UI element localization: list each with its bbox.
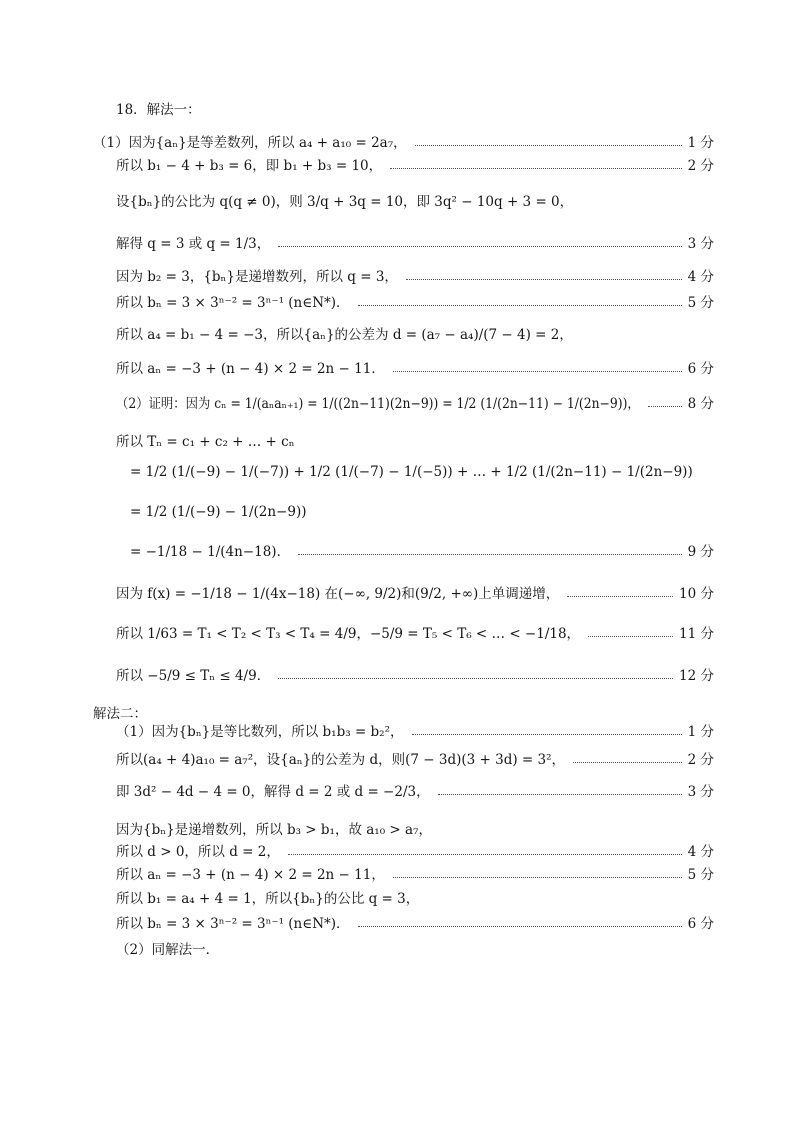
score-mark: 2 分 [687,752,714,768]
dot-leader [412,734,682,735]
dot-leader [298,554,682,555]
dot-leader [393,877,682,878]
step-text: 因为 f(x) = −1/18 − 1/(4x−18) 在(−∞, 9/2)和(9/2, +∞)上单调递增， [116,586,560,602]
step-text: 即 3d² − 4d − 4 = 0，解得 d = 2 或 d = −2/3， [116,784,430,800]
solution-step [0,323,794,347]
solution-step-with-score [0,582,794,606]
score-mark: 1 分 [687,724,714,740]
dot-leader [358,305,682,306]
solution-step-with-score [0,840,794,864]
score-mark: 12 分 [679,668,714,684]
dot-leader [278,246,681,247]
score-mark: 4 分 [687,269,714,285]
step-text: 因为 b₂ = 3，{bₙ}是递增数列，所以 q = 3， [116,269,398,285]
solution-step [0,430,794,454]
step-text: 所以(a₄ + 4)a₁₀ = a₇²，设{aₙ}的公差为 d，则(7 − 3d)(3 + 3d) = 3²， [116,752,566,768]
score-mark: 1 分 [687,135,714,151]
step-text: （2）同解法一． [116,942,220,958]
step-text: 所以 1/63 = T₁ < T₂ < T₃ < T₄ = 4/9，−5/9 = T₅ < T₆ < … < −1/18， [116,626,581,642]
score-mark: 3 分 [687,784,714,800]
solution-step-with-score [0,748,794,772]
solution-step [0,98,794,122]
step-text: 18．解法一： [116,102,201,118]
dot-leader [288,854,682,855]
score-mark: 9 分 [687,544,714,560]
step-text: 所以 aₙ = −3 + (n − 4) × 2 = 2n − 11． [116,361,385,377]
step-text: 所以 b₁ − 4 + b₃ = 6，即 b₁ + b₃ = 10， [116,158,383,174]
score-mark: 6 分 [687,361,714,377]
solution-step [0,818,794,842]
step-text: 所以 d > 0，所以 d = 2， [116,844,280,860]
solution-step-with-score [0,291,794,315]
score-mark: 5 分 [687,295,714,311]
solution-step [0,460,794,484]
solution-step-with-score [0,540,794,564]
dot-leader [390,168,681,169]
dot-leader [278,678,673,679]
score-mark: 8 分 [687,396,714,412]
solution-step-with-score [0,780,794,804]
solution-step-with-score [0,622,794,646]
dot-leader [358,926,682,927]
dot-leader [567,596,673,597]
score-mark: 3 分 [687,236,714,252]
step-text: 所以 b₁ = a₄ + 4 = 1，所以{bₙ}的公比 q = 3， [116,891,420,907]
solution-step-with-score [0,392,794,416]
score-mark: 4 分 [687,844,714,860]
step-text: 所以 Tₙ = c₁ + c₂ + … + cₙ [116,434,295,450]
step-text: = 1/2 (1/(−9) − 1/(−7)) + 1/2 (1/(−7) − 1/(−5)) + … + 1/2 (1/(2n−11) − 1/(2n−9)) [130,464,693,480]
dot-leader [406,279,682,280]
score-mark: 6 分 [687,916,714,932]
solution-step-with-score [0,232,794,256]
step-text: 所以 bₙ = 3 × 3ⁿ⁻² = 3ⁿ⁻¹ (n∈N*)． [116,916,350,932]
step-text: 所以 aₙ = −3 + (n − 4) × 2 = 2n − 11， [116,867,385,883]
step-text: 所以 −5/9 ≤ Tₙ ≤ 4/9． [116,668,271,684]
score-mark: 5 分 [687,867,714,883]
step-text: 解法二： [93,706,147,722]
step-text: （1）因为{bₙ}是等比数列，所以 b₁b₃ = b₂²， [116,724,404,740]
step-text: 所以 bₙ = 3 × 3ⁿ⁻² = 3ⁿ⁻¹ (n∈N*)． [116,295,350,311]
solution-step-with-score [0,912,794,936]
dot-leader [415,145,682,146]
step-text: 解得 q = 3 或 q = 1/3， [116,236,271,252]
solution-step [0,190,794,214]
step-text: 设{bₙ}的公比为 q(q ≠ 0)，则 3/q + 3q = 10，即 3q² − 10q + 3 = 0， [116,194,574,210]
solution-step-with-score [0,154,794,178]
step-text: （1）因为{aₙ}是等差数列，所以 a₄ + a₁₀ = 2a₇， [93,135,407,151]
solution-step-with-score [0,720,794,744]
solution-step [0,938,794,962]
dot-leader [588,636,673,637]
solution-step-with-score [0,131,794,155]
solution-step-with-score [0,863,794,887]
step-text: 因为{bₙ}是递增数列，所以 b₃ > b₁，故 a₁₀ > a₇， [116,822,432,838]
dot-leader [393,371,682,372]
solution-step [0,887,794,911]
step-text: 所以 a₄ = b₁ − 4 = −3，所以{aₙ}的公差为 d = (a₇ − a₄)/(7 − 4) = 2， [116,327,573,343]
score-mark: 2 分 [687,158,714,174]
solution-step-with-score [0,664,794,688]
dot-leader [573,762,682,763]
dot-leader [648,406,682,407]
step-text: = 1/2 (1/(−9) − 1/(2n−9)) [130,504,307,520]
score-mark: 10 分 [679,586,714,602]
score-mark: 11 分 [679,626,714,642]
solution-step [0,500,794,524]
step-text: （2）证明：因为 cₙ = 1/(aₙaₙ₊₁) = 1/((2n−11)(2n−9)) = 1/2 (1/(2n−11) − 1/(2n−9))， [116,396,640,412]
solution-step-with-score [0,265,794,289]
dot-leader [438,794,682,795]
step-text: = −1/18 − 1/(4n−18)． [130,544,291,560]
solution-step-with-score [0,357,794,381]
